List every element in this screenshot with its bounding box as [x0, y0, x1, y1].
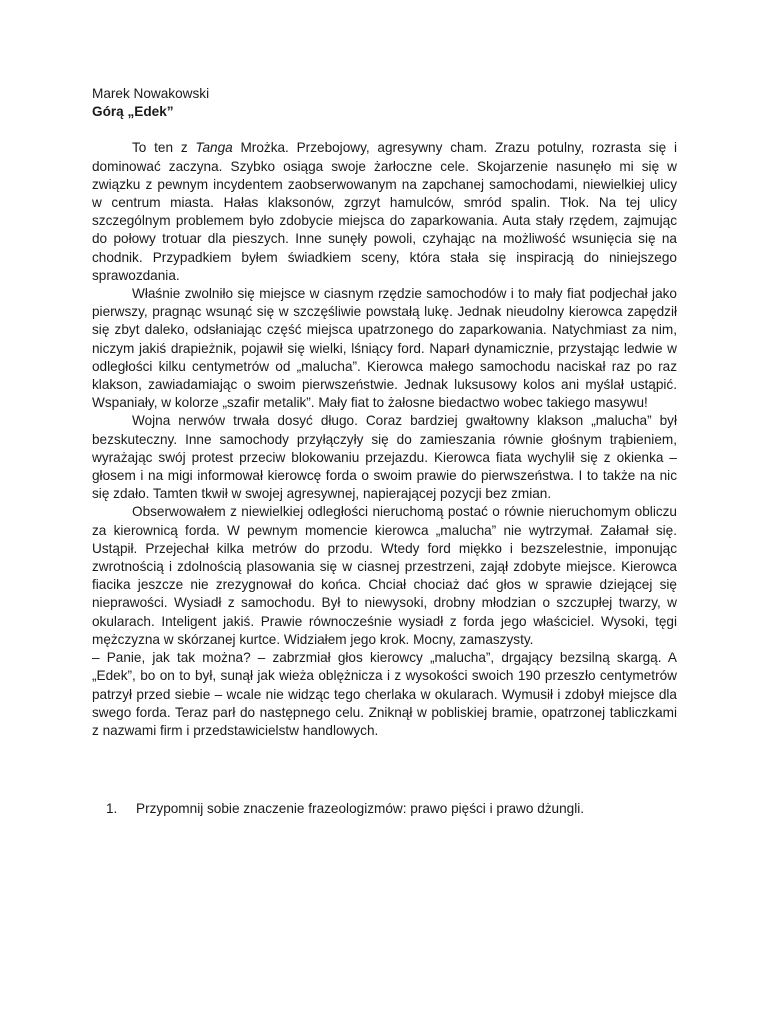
- question-text: Przypomnij sobie znaczenie frazeologizmów: prawo pięści i prawo dżungli.: [136, 801, 585, 816]
- document-page: [92, 85, 677, 740]
- paragraph-4: Obserwowałem z niewielkiej odległości nieruchomą postać o równie nieruchomym obliczu za kierownicą forda. W pewnym momencie kierowca „malucha” nie wytrzymał. Załamał się. Ustąpił. Przejechał kilka metrów do przodu. Wtedy ford miękko i bezszelestnie, imponując zwrotnością i zdolnością plasowania się w ciasnej przestrzeni, zajął zdobyte miejsce. Kierowca fiacika jeszcze nie zrezygnował do końca. Chciał chociaż dać głos w sprawie dziejącej się nieprawości. Wysiadł z samochodu. Był to niewysoki, drobny młodzian o szczupłej twarzy, w okularach. Inteligent jakiś. Prawie równocześnie wysiadł z forda jego właściciel. Wysoki, tęgi mężczyzna w skórzanej kurtce. Widziałem jego krok. Mocny, zamaszysty.: [92, 504, 677, 647]
- paragraph-1-rest: Mrożka. Przebojowy, agresywny cham. Zrazu potulny, rozrasta się i dominować zaczyna. Szybko osiąga swoje żarłoczne cele. Skojarzenie nasunęło mi się w związku z pewnym incydentem zaobserwowanym na zapchanej samochodami, niewielkiej ulicy w centrum miasta. Hałas klaksonów, zgrzyt hamulców, smród spalin. Tłok. Na tej ulicy szczególnym problemem było zdobycie miejsca do zaparkowania. Auta stały rzędem, zajmując do połowy trotuar dla pieszych. Inne sunęły powoli, czyhając na możliwość wsunięcia się na chodnik. Przypadkiem byłem świadkiem sceny, która stała się inspiracją do niniejszego sprawozdania.: [92, 140, 677, 283]
- paragraph-1: [92, 139, 677, 285]
- document-body: [92, 139, 677, 740]
- question-number: 1.: [106, 801, 118, 816]
- question-item: [92, 800, 677, 818]
- paragraph-3: Wojna nerwów trwała dosyć długo. Coraz bardziej gwałtowny klakson „malucha” był bezskuteczny. Inne samochody przyłączyły się do zamieszania równie głośnym trąbieniem, wyrażając swój protest przeciw blokowaniu przejazdu. Kierowca fiata wychylił się z okienka – głosem i na migi informował kierowcę forda o swoim prawie do pierwszeństwa. I to także na nic się zdało. Tamten tkwił w swojej agresywnej, napierającej pozycji bez zmian.: [92, 413, 677, 502]
- paragraph-5: – Panie, jak tak można? – zabrzmiał głos kierowcy „malucha”, drgający bezsilną skargą. A „Edek”, bo on to był, sunął jak wieża oblężnicza i z wysokości swoich 190 przeszło centymetrów patrzył przed siebie – wcale nie widząc tego cherlaka w okularach. Wymusił i zdobył miejsce dla swego forda. Teraz parł do następnego celu. Zniknął w pobliskiej bramie, opatrzonej tabliczkami z nazwami firm i przedstawicielstw handlowych.: [92, 650, 677, 738]
- document-title: Górą „Edek”: [92, 104, 174, 120]
- question-list: [92, 800, 677, 818]
- paragraph-2: Właśnie zwolniło się miejsce w ciasnym rzędzie samochodów i to mały fiat podjechał jako pierwszy, pragnąc wsunąć się w szczęśliwie powstałą lukę. Jednak nieudolny kierowca zapędził się zbyt daleko, odsłaniając część miejsca upatrzonego do zaparkowania. Natychmiast za nim, niczym jakiś drapieżnik, pojawił się wielki, lśniący ford. Naparł dynamicznie, przystając ledwie w odległości kilku centymetrów od „malucha”. Kierowca małego samochodu naciskał raz po raz klakson, zawiadamiając o swoim pierwszeństwie. Jednak luksusowy kolos ani myślał ustąpić. Wspaniały, w kolorze „szafir metalik”. Mały fiat to żałosne biedactwo wobec takiego masywu!: [92, 286, 677, 411]
- paragraph-1-start: To ten z: [132, 140, 196, 156]
- play-title: Tanga: [195, 140, 233, 156]
- author-name: Marek Nowakowski: [92, 86, 210, 101]
